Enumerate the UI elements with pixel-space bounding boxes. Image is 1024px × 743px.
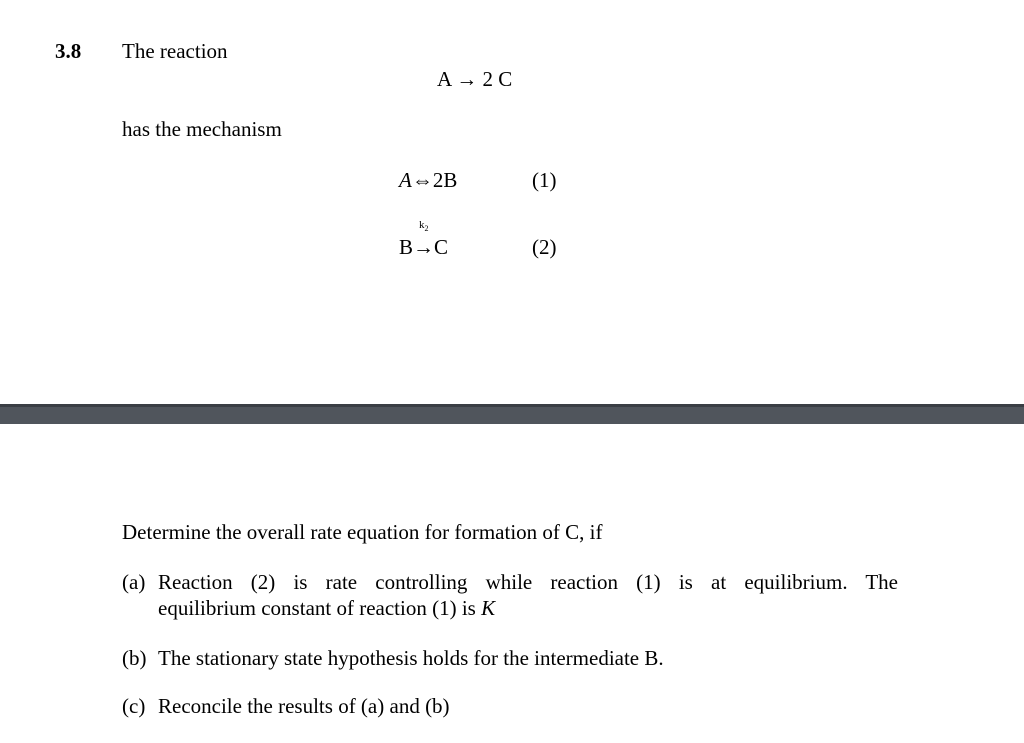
page-break-divider (0, 404, 1024, 424)
mechanism-step-2-equation (399, 235, 448, 259)
step-1-product: 2B (432, 168, 458, 192)
item-a-text-line1: Reaction (2) is rate controlling while reaction (1) is at equilibrium. The (158, 570, 898, 594)
overall-reaction-equation: A → 2 C (437, 67, 513, 91)
rate-constant-subscript: 2 (424, 224, 429, 234)
step-2-arrow: → (413, 235, 435, 259)
equilibrium-constant-variable: K (481, 596, 496, 620)
item-c-text: Reconcile the results of (a) and (b) (158, 694, 450, 718)
step-1-arrow: ⇔ (411, 168, 433, 192)
item-b-text: The stationary state hypothesis holds for the intermediate B. (158, 646, 664, 670)
item-c-label: (c) (122, 694, 146, 718)
mechanism-step-2-number: (2) (532, 235, 557, 259)
problem-number: 3.8 (55, 39, 82, 63)
item-a-text-line2 (158, 596, 495, 620)
step-1-reactant: A (399, 168, 412, 192)
mechanism-step-1-number: (1) (532, 168, 557, 192)
item-a-line2-text: equilibrium constant of reaction (1) is (158, 596, 476, 620)
mechanism-intro: has the mechanism (122, 117, 282, 141)
problem-intro: The reaction (122, 39, 228, 63)
question-intro: Determine the overall rate equation for formation of C, if (122, 520, 603, 544)
rate-constant-k2 (419, 219, 429, 235)
mechanism-step-1-equation (399, 168, 457, 192)
step-2-reactant: B (399, 235, 414, 259)
step-2-product: C (434, 235, 449, 259)
item-b-label: (b) (122, 646, 147, 670)
item-a-label: (a) (122, 570, 146, 594)
rate-constant-symbol: k (419, 219, 425, 231)
